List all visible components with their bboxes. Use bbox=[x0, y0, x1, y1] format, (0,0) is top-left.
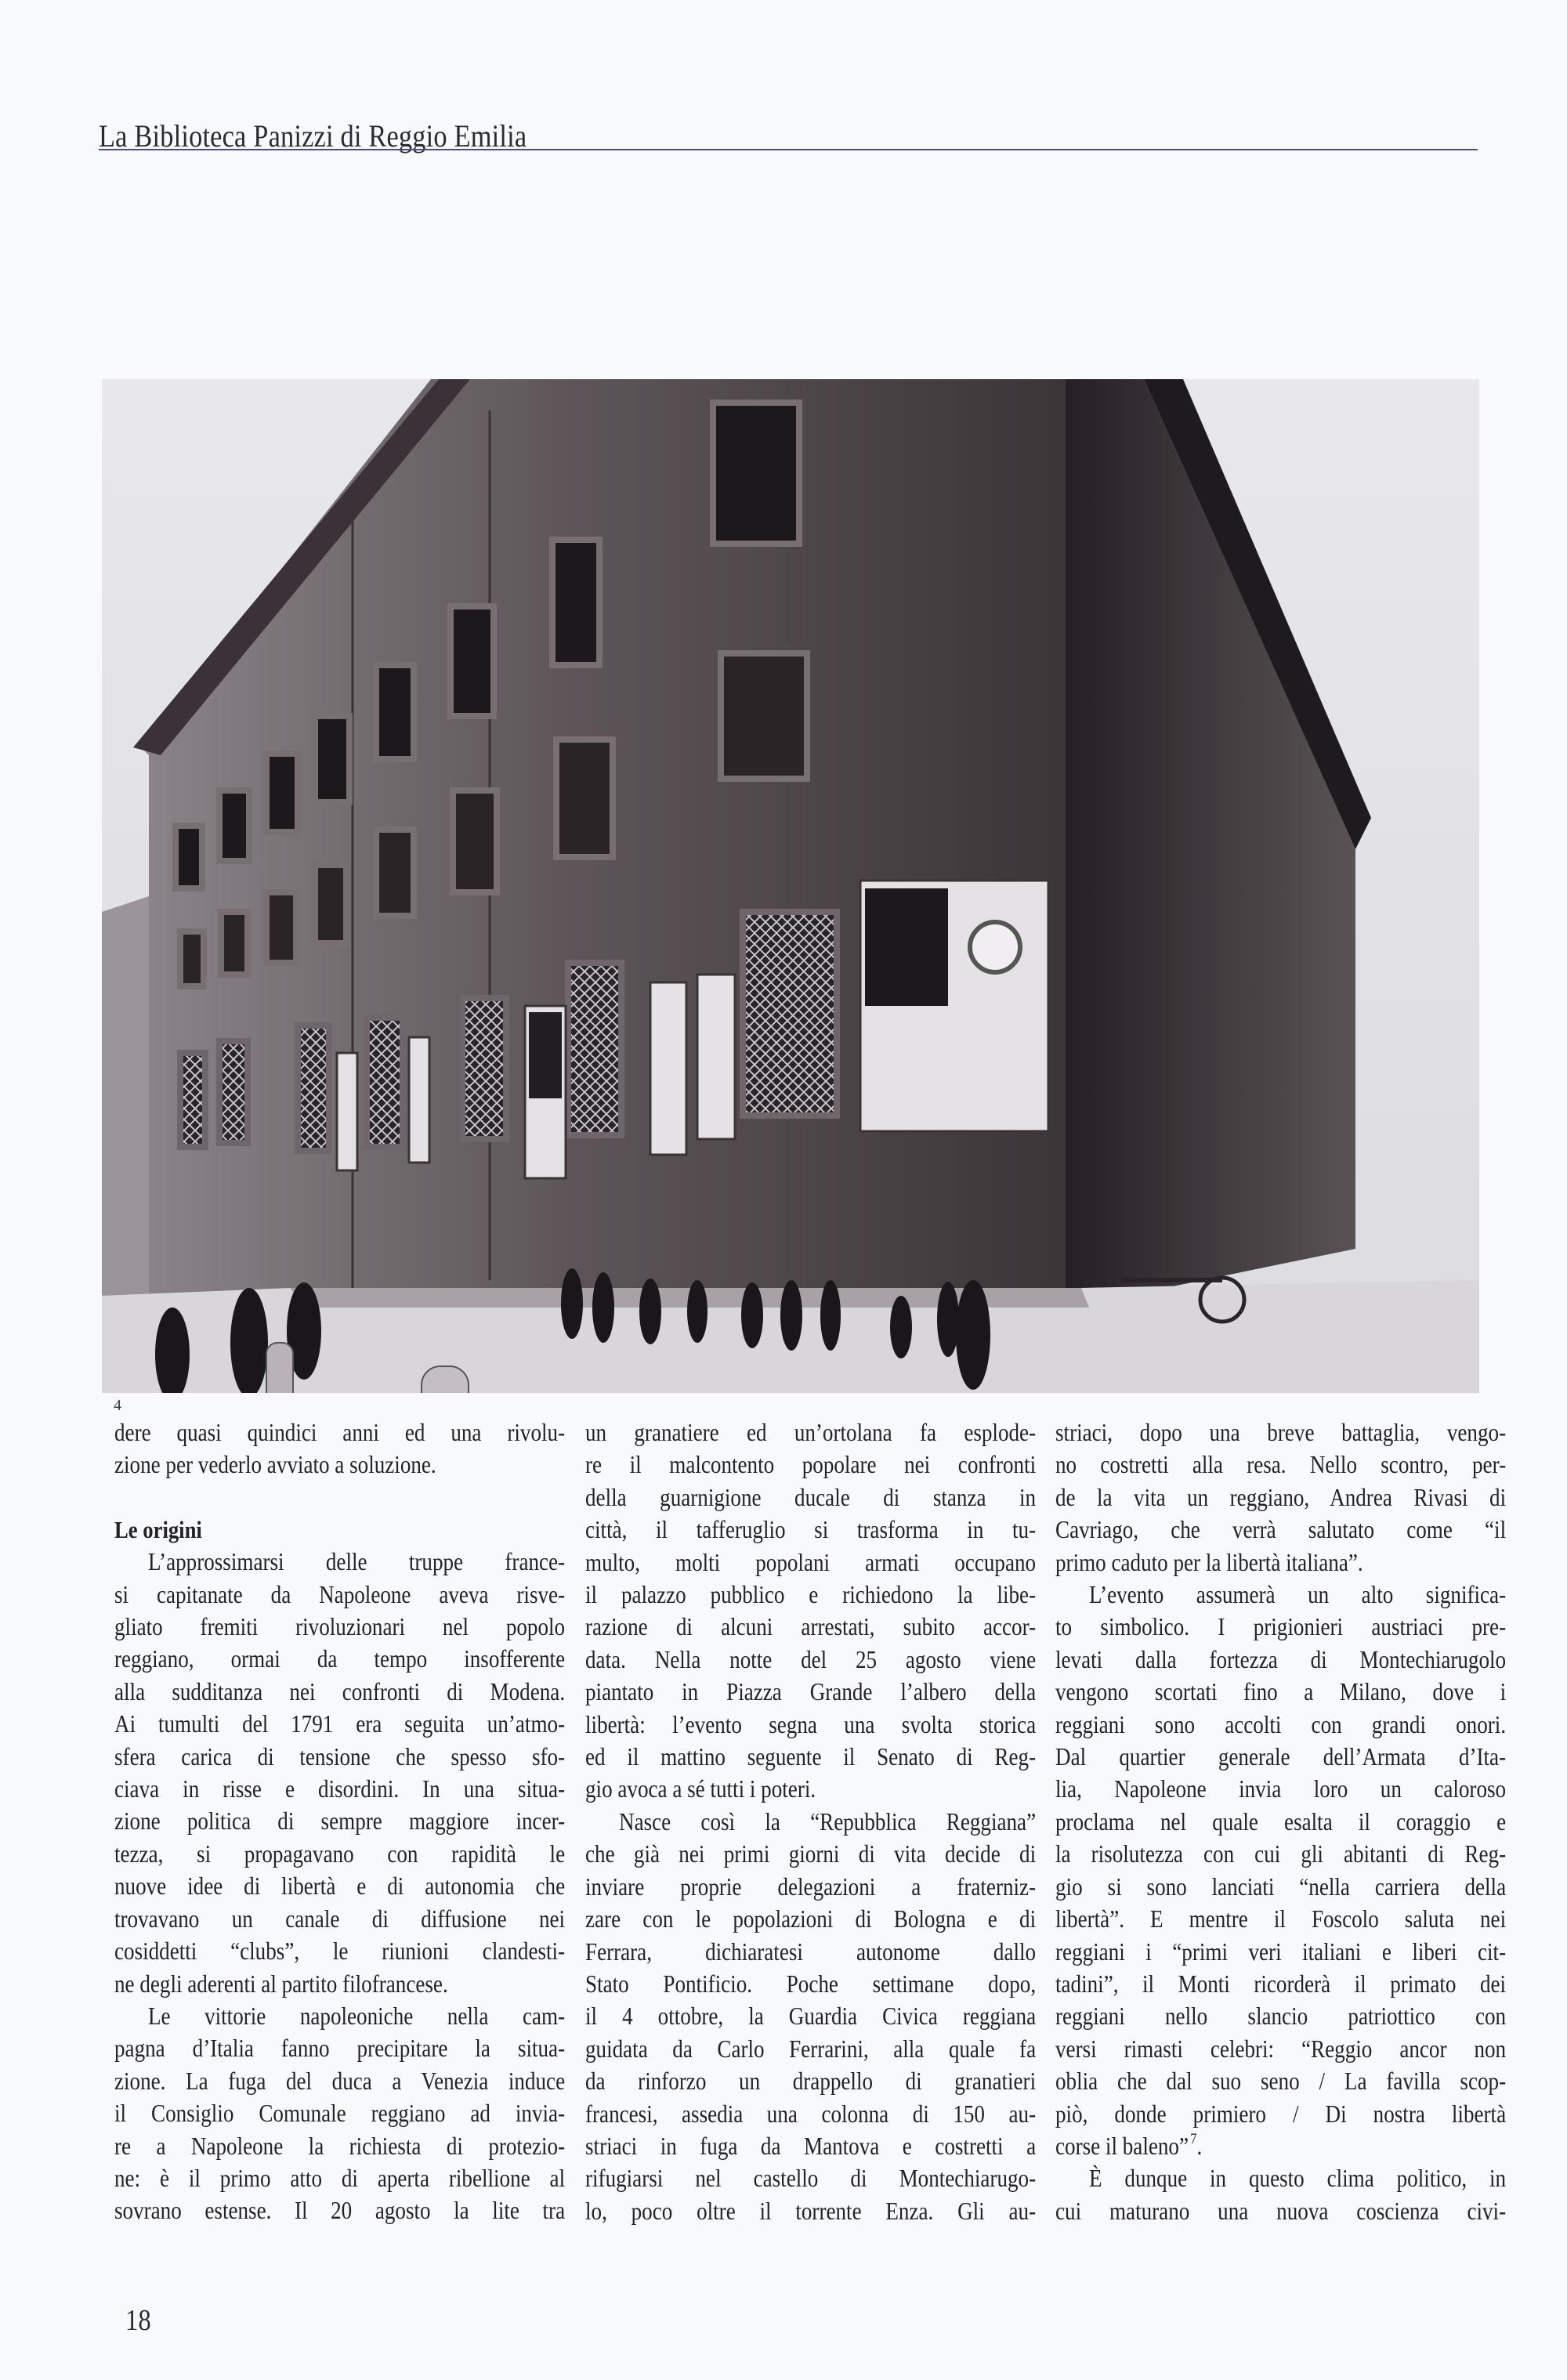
text-line: vengono scortati fino a Milano, dove i bbox=[1055, 1678, 1507, 1706]
text-line: oblia che dal suo seno / La favilla scop- bbox=[1055, 2067, 1507, 2096]
text-line: gliato fremiti rivoluzionari nel popolo bbox=[114, 1613, 566, 1641]
text-line: piò, donde primiero / Di nostra libertà bbox=[1055, 2100, 1507, 2128]
text-line: Nasce così la “Repubblica Reggiana” bbox=[619, 1807, 1037, 1836]
text-line: piantato in Piazza Grande l’albero della bbox=[585, 1678, 1037, 1706]
text-line: Cavriago, che verrà salutato come “il bbox=[1055, 1516, 1507, 1544]
text-line: razione di alcuni arrestati, subito accor- bbox=[585, 1613, 1037, 1641]
text-line: re a Napoleone la richiesta di protezio- bbox=[114, 2132, 566, 2160]
text-fragment: . bbox=[1196, 2132, 1203, 2160]
running-title: La Biblioteca Panizzi di Reggio Emilia bbox=[99, 118, 527, 154]
text-line: libertà: l’evento segna una svolta storica bbox=[585, 1710, 1037, 1738]
text-line: proclama nel quale esalta il coraggio e bbox=[1055, 1807, 1507, 1836]
text-line: libertà”. E mentre il Foscolo saluta nei bbox=[1055, 1905, 1507, 1933]
text-line: alla sudditanza nei confronti di Modena. bbox=[114, 1677, 566, 1705]
text-line: città, il tafferuglio si trasforma in tu- bbox=[585, 1516, 1037, 1544]
figure-photograph bbox=[102, 379, 1479, 1393]
text-line: nuove idee di libertà e di autonomia che bbox=[114, 1872, 566, 1901]
text-line: zione politica di sempre maggiore incer- bbox=[114, 1807, 566, 1836]
text-line: lia, Napoleone invia loro un caloroso bbox=[1055, 1775, 1507, 1803]
text-line: re il malcontento popolare nei confronti bbox=[585, 1451, 1037, 1479]
text-line: il 4 ottobre, la Guardia Civica reggiana bbox=[585, 2002, 1037, 2031]
text-column-1 bbox=[114, 1416, 565, 2227]
text-column-3 bbox=[1055, 1416, 1506, 2227]
text-line: gio avoca a sé tutti i poteri. bbox=[585, 1775, 816, 1803]
text-fragment: corse il baleno” bbox=[1055, 2132, 1189, 2160]
text-line: il Consiglio Comunale reggiano ad invia- bbox=[114, 2100, 566, 2128]
text-line: Dal quartier generale dell’Armata d’Ita- bbox=[1055, 1743, 1507, 1771]
text-line: cosiddetti “clubs”, le riunioni clandesti- bbox=[114, 1937, 566, 1966]
text-line: rifugiarsi nel castello di Montechiarugo- bbox=[585, 2165, 1037, 2193]
text-line: Le vittorie napoleoniche nella cam- bbox=[148, 2002, 566, 2030]
text-line: ne degli aderenti al partito filofrancese. bbox=[114, 1969, 448, 1998]
text-line: Ai tumulti del 1791 era seguita un’atmo- bbox=[114, 1710, 566, 1738]
text-line: tadini”, il Monti ricorderà il primato dei bbox=[1055, 1969, 1507, 1998]
text-line: primo caduto per la libertà italiana”. bbox=[1055, 1548, 1363, 1576]
text-line: striaci, dopo una breve battaglia, vengo- bbox=[1055, 1419, 1507, 1446]
text-line: che già nei primi giorni di vita decide di bbox=[585, 1840, 1037, 1868]
text-line: ciava in risse e disordini. In una situa- bbox=[114, 1775, 566, 1803]
paragraph-gap bbox=[114, 1481, 565, 1514]
footnote-reference[interactable]: 7 bbox=[1190, 2130, 1197, 2147]
text-line: guidata da Carlo Ferrarini, alla quale fa bbox=[585, 2035, 1037, 2063]
text-line: reggiani nello slancio patriottico con bbox=[1055, 2002, 1507, 2031]
text-line: striaci in fuga da Mantova e costretti a bbox=[585, 2132, 1037, 2160]
text-line: trovavano un canale di diffusione nei bbox=[114, 1904, 566, 1933]
text-line: reggiano, ormai da tempo insofferente bbox=[114, 1645, 566, 1673]
text-line: inviare proprie delegazioni a fraterniz- bbox=[585, 1872, 1037, 1901]
figure-number: 4 bbox=[114, 1397, 121, 1414]
text-line: to simbolico. I prigionieri austriaci pre- bbox=[1055, 1613, 1507, 1641]
text-line: zione per vederlo avviato a soluzione. bbox=[114, 1451, 436, 1479]
text-line: della guarnigione ducale di stanza in bbox=[585, 1483, 1037, 1511]
text-line: la risolutezza con cui gli abitanti di Reg- bbox=[1055, 1840, 1507, 1868]
text-line: de la vita un reggiano, Andrea Rivasi di bbox=[1055, 1483, 1507, 1511]
text-line: ne: è il primo atto di aperta ribellione al bbox=[114, 2164, 566, 2192]
section-heading: Le origini bbox=[114, 1515, 202, 1543]
text-line: reggiani i “primi veri italiani e liberi cit- bbox=[1055, 1937, 1507, 1966]
text-line: reggiani sono accolti con grandi onori. bbox=[1055, 1710, 1507, 1738]
text-line: un granatiere ed un’ortolana fa esplode- bbox=[585, 1419, 1037, 1446]
text-line: tezza, si propagavano con rapidità le bbox=[114, 1839, 566, 1868]
header-rule bbox=[99, 149, 1478, 150]
text-line: L’approssimarsi delle truppe france- bbox=[148, 1548, 566, 1576]
text-line: gio si sono lanciati “nella carriera della bbox=[1055, 1872, 1507, 1901]
text-line: data. Nella notte del 25 agosto viene bbox=[585, 1645, 1037, 1673]
text-line: zione. La fuga del duca a Venezia induce bbox=[114, 2067, 566, 2095]
text-line: si capitanate da Napoleone aveva risve- bbox=[114, 1580, 566, 1608]
text-line: ed il mattino seguente il Senato di Reg- bbox=[585, 1743, 1037, 1771]
text-line: francesi, assedia una colonna di 150 au- bbox=[585, 2100, 1037, 2128]
text-line: levati dalla fortezza di Montechiarugolo bbox=[1055, 1645, 1507, 1673]
text-line: dere quasi quindici anni ed una rivolu- bbox=[114, 1419, 566, 1446]
text-line: Ferrara, dichiaratesi autonome dallo bbox=[585, 1937, 1037, 1966]
text-line: sovrano estense. Il 20 agosto la lite tra bbox=[114, 2197, 566, 2225]
text-line: da rinforzo un drappello di granatieri bbox=[585, 2067, 1037, 2096]
text-line: versi rimasti celebri: “Reggio ancor non bbox=[1055, 2035, 1507, 2063]
text-line: lo, poco oltre il torrente Enza. Gli au- bbox=[585, 2197, 1037, 2225]
text-line: no costretti alla resa. Nello scontro, per- bbox=[1055, 1451, 1507, 1479]
text-line: cui maturano una nuova coscienza civi- bbox=[1055, 2197, 1507, 2225]
text-line: pagna d’Italia fanno precipitare la situa- bbox=[114, 2035, 566, 2063]
text-line: È dunque in questo clima politico, in bbox=[1089, 2165, 1507, 2193]
text-line: sfera carica di tensione che spesso sfo- bbox=[114, 1742, 566, 1771]
text-line: Stato Pontificio. Poche settimane dopo, bbox=[585, 1969, 1037, 1998]
building-photo-illustration bbox=[102, 379, 1479, 1393]
text-line: multo, molti popolani armati occupano bbox=[585, 1548, 1037, 1576]
text-line: il palazzo pubblico e richiedono la libe- bbox=[585, 1581, 1037, 1609]
text-line: L’evento assumerà un alto significa- bbox=[1089, 1581, 1507, 1609]
text-line-with-footnote bbox=[1055, 2130, 1506, 2162]
page-number: 18 bbox=[125, 2304, 151, 2337]
text-line: zare con le popolazioni di Bologna e di bbox=[585, 1905, 1037, 1933]
text-column-2 bbox=[585, 1416, 1036, 2227]
